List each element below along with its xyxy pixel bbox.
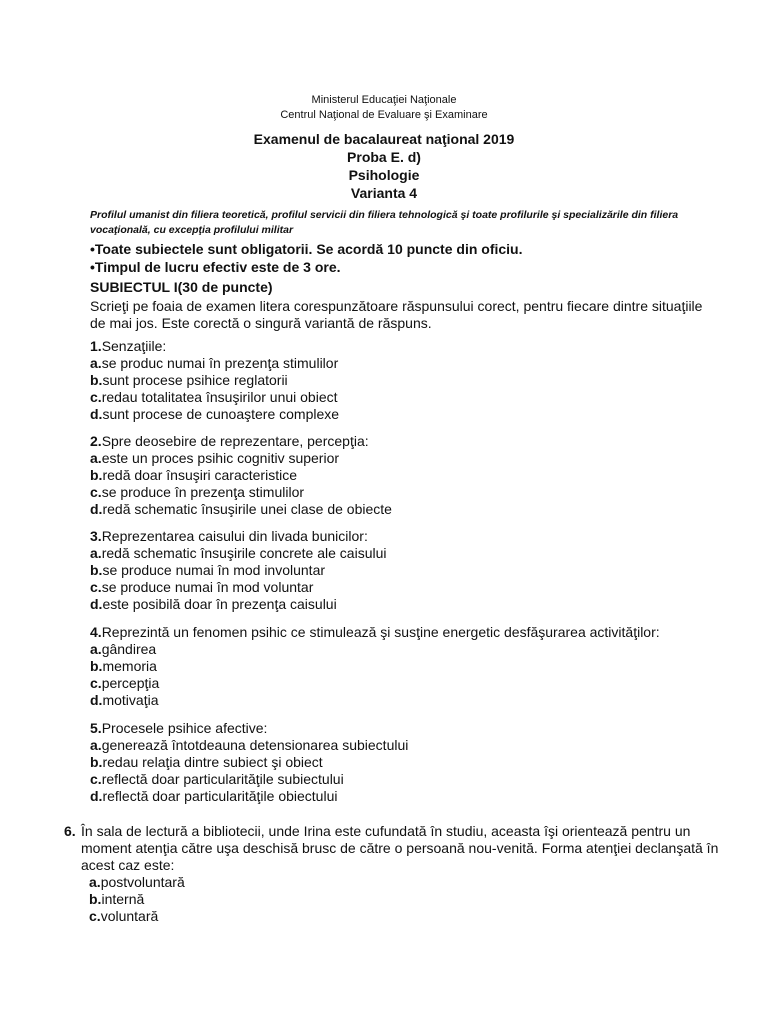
option-b <box>89 891 724 908</box>
option-text: reflectă doar particularităţile obiectului <box>102 788 338 804</box>
option-text: gândirea <box>101 641 157 657</box>
option-letter: d. <box>90 406 103 422</box>
option-a <box>90 545 710 562</box>
option-text: voluntară <box>100 908 159 924</box>
option-letter: b. <box>90 658 103 674</box>
rule-mandatory: •Toate subiectele sunt obligatorii. Se acordă 10 puncte din oficiu. <box>90 241 523 257</box>
option-a <box>90 355 710 372</box>
option-text: redau relaţia dintre subiect şi obiect <box>102 754 323 770</box>
option-text: generează întotdeauna detensionarea subiectului <box>101 737 409 753</box>
option-b <box>90 658 710 675</box>
option-letter: a. <box>90 545 102 561</box>
question-number: 1. <box>90 338 102 354</box>
option-c <box>90 389 710 406</box>
question-2 <box>90 433 710 518</box>
option-text: redă schematic însuşirile unei clase de obiecte <box>102 501 392 517</box>
ministry-name: Ministerul Educaţiei Naţionale <box>311 94 457 106</box>
rule-time: •Timpul de lucru efectiv este de 3 ore. <box>90 259 341 275</box>
option-a <box>89 874 724 891</box>
option-letter: c. <box>90 484 102 500</box>
profile-note: Profilul umanist din filiera teoretică, profilul servicii din filiera tehnologică şi toate profilurile şi specializările din filiera vocaţională, cu excepţia profilului militar <box>90 209 679 236</box>
option-d <box>90 788 710 805</box>
center-name: Centrul Naţional de Evaluare şi Examinare <box>280 109 488 121</box>
question-stem <box>90 720 710 737</box>
option-text: sunt procese de cunoaştere complexe <box>102 406 340 422</box>
question-stem <box>90 528 710 545</box>
option-letter: d. <box>90 501 103 517</box>
question-text: Spre deosebire de reprezentare, percepţia: <box>101 433 369 449</box>
option-text: este posibilă doar în prezenţa caisului <box>102 596 337 612</box>
question-number: 3. <box>90 528 102 544</box>
variant-label: Varianta 4 <box>350 185 418 201</box>
option-c <box>89 908 724 925</box>
question-3 <box>90 528 710 613</box>
option-letter: a. <box>89 874 101 890</box>
option-letter: c. <box>90 771 102 787</box>
option-letter: b. <box>90 372 103 388</box>
question-text: Procesele psihice afective: <box>101 720 268 736</box>
question-5 <box>90 720 710 805</box>
option-b <box>90 467 710 484</box>
question-text: Reprezentarea caisului din livada bunicilor: <box>101 528 368 544</box>
question-text: Senzaţiile: <box>101 338 167 354</box>
question-1 <box>90 338 710 423</box>
option-text: redau totalitatea însuşirilor unui obiect <box>101 389 338 405</box>
question-text: În sala de lectură a bibliotecii, unde Irina este cufundată în studiu, aceasta îşi orientează pentru un moment atenţia către uşa deschisă brusc de către o persoană nou-venită. Forma atenţiei declanşată în acest caz este: <box>81 823 719 873</box>
option-d <box>90 406 710 423</box>
option-text: sunt procese psihice reglatorii <box>102 372 288 388</box>
option-text: redă doar însuşiri caracteristice <box>102 467 297 483</box>
option-text: memoria <box>102 658 157 674</box>
option-d <box>90 692 710 709</box>
option-letter: a. <box>90 450 102 466</box>
option-letter: d. <box>90 788 103 804</box>
option-letter: c. <box>90 675 102 691</box>
question-stem <box>90 338 710 355</box>
option-b <box>90 372 710 389</box>
option-letter: b. <box>90 754 103 770</box>
exam-title: Examenul de bacalaureat naţional 2019 <box>253 131 515 147</box>
option-text: redă schematic însuşirile concrete ale caisului <box>101 545 387 561</box>
option-letter: a. <box>90 355 102 371</box>
instructions: Scrieţi pe foaia de examen litera corespunzătoare răspunsului corect, pentru fiecare dintre situaţiile de mai jos. Este corectă o singură variantă de răspuns. <box>90 298 703 331</box>
option-text: se produc numai în prezenţa stimulilor <box>101 355 339 371</box>
option-text: motivaţia <box>102 692 159 708</box>
option-letter: c. <box>90 579 102 595</box>
question-number: 2. <box>90 433 102 449</box>
option-c <box>90 484 710 501</box>
question-stem <box>64 823 724 874</box>
question-number: 5. <box>90 720 102 736</box>
option-letter: d. <box>90 692 103 708</box>
option-text: reflectă doar particularităţile subiectului <box>101 771 344 787</box>
option-a <box>90 737 710 754</box>
option-a <box>90 450 710 467</box>
option-letter: b. <box>90 467 103 483</box>
option-d <box>90 596 710 613</box>
option-list <box>64 874 724 925</box>
question-number: 6. <box>64 823 76 839</box>
option-c <box>90 771 710 788</box>
option-text: percepţia <box>101 675 160 691</box>
question-number: 4. <box>90 624 102 640</box>
option-c <box>90 675 710 692</box>
option-letter: b. <box>90 562 103 578</box>
option-b <box>90 754 710 771</box>
option-c <box>90 579 710 596</box>
question-stem <box>90 433 710 450</box>
option-letter: c. <box>89 908 101 924</box>
option-text: este un proces psihic cognitiv superior <box>101 450 340 466</box>
question-6 <box>64 823 724 925</box>
option-letter: a. <box>90 737 102 753</box>
subject-name: Psihologie <box>348 167 420 183</box>
option-letter: c. <box>90 389 102 405</box>
option-text: se produce numai în mod involuntar <box>102 562 326 578</box>
option-text: internă <box>101 891 145 907</box>
question-4 <box>90 624 710 709</box>
option-text: se produce numai în mod voluntar <box>101 579 314 595</box>
proba-label: Proba E. d) <box>347 149 421 165</box>
section-title: SUBIECTUL I(30 de puncte) <box>90 279 273 295</box>
option-letter: d. <box>90 596 103 612</box>
option-letter: a. <box>90 641 102 657</box>
option-letter: b. <box>89 891 102 907</box>
option-text: postvoluntară <box>100 874 185 890</box>
option-a <box>90 641 710 658</box>
option-text: se produce în prezenţa stimulilor <box>101 484 305 500</box>
option-d <box>90 501 710 518</box>
option-b <box>90 562 710 579</box>
question-stem <box>90 624 710 641</box>
question-text: Reprezintă un fenomen psihic ce stimulează şi susţine energetic desfăşurarea activităţilor: <box>101 624 660 640</box>
